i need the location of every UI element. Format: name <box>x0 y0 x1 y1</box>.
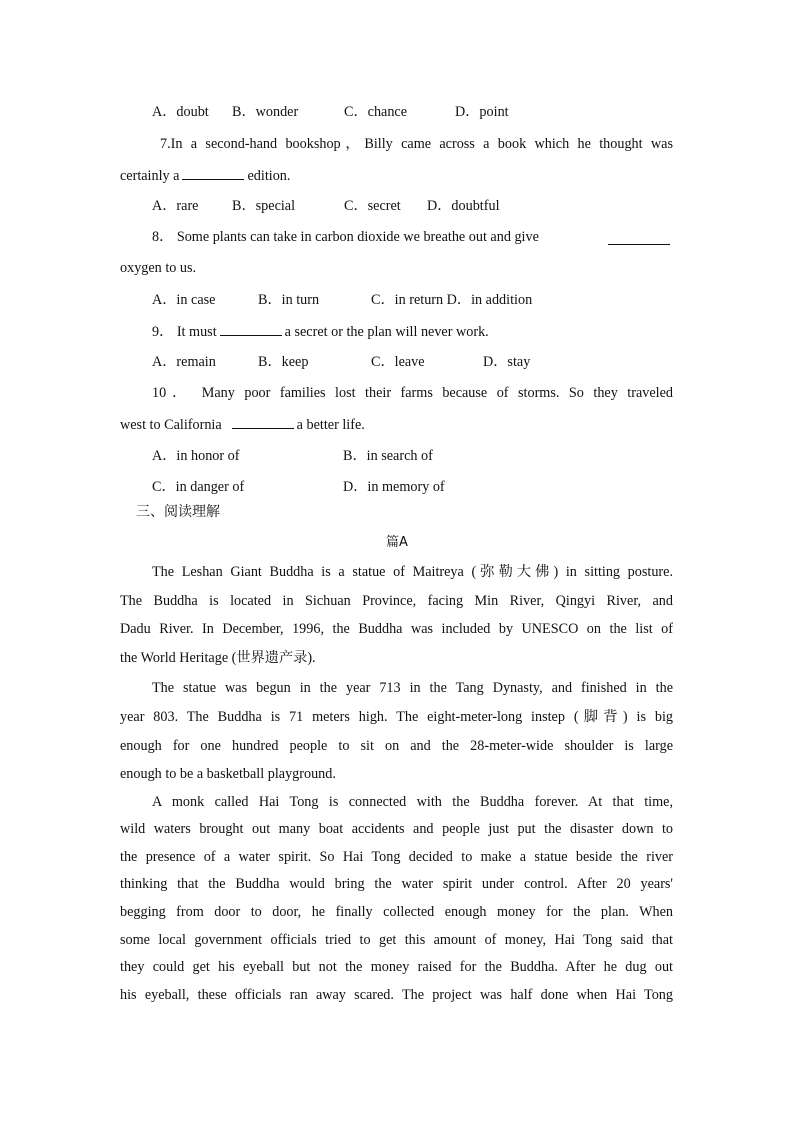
q10-stem-line1: 10． Many poor families lost their farms because of storms. So they traveled <box>152 385 673 401</box>
passage-line: The Leshan Giant Buddha is a statue of Maitreya (弥勒大佛) in sitting posture. <box>152 564 673 580</box>
q7-option-a: A．rare <box>152 198 199 214</box>
q10-stem-line2 <box>120 414 365 435</box>
passage-line: enough for one hundred people to sit on and the 28-meter-wide shoulder is large <box>120 738 673 754</box>
q9-stem <box>152 321 489 342</box>
q8-stem-line2: oxygen to us. <box>120 260 197 276</box>
q6-option-a: A．doubt <box>152 104 209 120</box>
q10-stem-suffix: a better life. <box>296 417 365 433</box>
q8-option-c-d: C．in return D．in addition <box>371 292 533 308</box>
passage-line: begging from door to door, he finally collected enough money for the plan. When <box>120 904 673 920</box>
q9-option-b: B．keep <box>258 354 309 370</box>
q7-stem-line1: 7.In a second-hand bookshop，Billy came across a book which he thought was <box>160 136 673 152</box>
q9-stem-prefix: 9． It must <box>152 324 217 340</box>
q6-option-c: C．chance <box>344 104 408 120</box>
q7-option-b: B．special <box>232 198 296 214</box>
passage-line: they could get his eyeball but not the money raised for the Buddha. After he dug out <box>120 959 673 975</box>
q8-option-a: A．in case <box>152 292 216 308</box>
q8-stem-line1: 8． Some plants can take in carbon dioxide we breathe out and give <box>152 227 673 247</box>
answer-blank <box>608 230 670 245</box>
passage-line: enough to be a basketball playground. <box>120 766 336 782</box>
passage-label: 篇A <box>386 535 408 550</box>
passage-line: The statue was begun in the year 713 in the Tang Dynasty, and finished in the <box>152 680 673 696</box>
q7-stem-suffix: edition. <box>247 168 291 184</box>
passage-line: his eyeball, these officials ran away scared. The project was half done when Hai Tong <box>120 987 673 1003</box>
passage-line: the presence of a water spirit. So Hai Tong decided to make a statue beside the river <box>120 849 673 865</box>
passage-line: A monk called Hai Tong is connected with the Buddha forever. At that time, <box>152 794 673 810</box>
passage-line: Dadu River. In December, 1996, the Buddha was included by UNESCO on the list of <box>120 621 673 637</box>
answer-blank <box>220 321 282 336</box>
section-heading: 三、阅读理解 <box>136 504 220 520</box>
q8-option-b: B．in turn <box>258 292 320 308</box>
passage-line: some local government officials tried to get this amount of money, Hai Tong said that <box>120 932 673 948</box>
q7-stem-prefix: certainly a <box>120 168 180 184</box>
q7-stem-line2 <box>120 165 290 186</box>
passage-line: The Buddha is located in Sichuan Province, facing Min River, Qingyi River, and <box>120 593 673 609</box>
passage-line: wild waters brought out many boat accidents and people just put the disaster down to <box>120 821 673 837</box>
passage-line: year 803. The Buddha is 71 meters high. The eight-meter-long instep (脚背) is big <box>120 709 673 725</box>
q6-option-d: D．point <box>455 104 509 120</box>
answer-blank <box>232 414 294 429</box>
q10-stem-prefix: west to California <box>120 417 222 433</box>
q7-option-c: C．secret <box>344 198 401 214</box>
passage-line: thinking that the Buddha would bring the water spirit under control. After 20 years' <box>120 876 673 892</box>
passage-line: the World Heritage (世界遗产录). <box>120 650 316 666</box>
q6-option-b: B．wonder <box>232 104 299 120</box>
q10-option-c: C．in danger of <box>152 479 245 495</box>
q9-stem-suffix: a secret or the plan will never work. <box>284 324 489 340</box>
q10-option-a: A．in honor of <box>152 448 240 464</box>
q9-option-d: D．stay <box>483 354 531 370</box>
answer-blank <box>182 165 244 180</box>
q9-option-a: A．remain <box>152 354 216 370</box>
q10-option-b: B．in search of <box>343 448 433 464</box>
q9-option-c: C．leave <box>371 354 425 370</box>
q10-option-d: D．in memory of <box>343 479 445 495</box>
q7-option-d: D．doubtful <box>427 198 500 214</box>
